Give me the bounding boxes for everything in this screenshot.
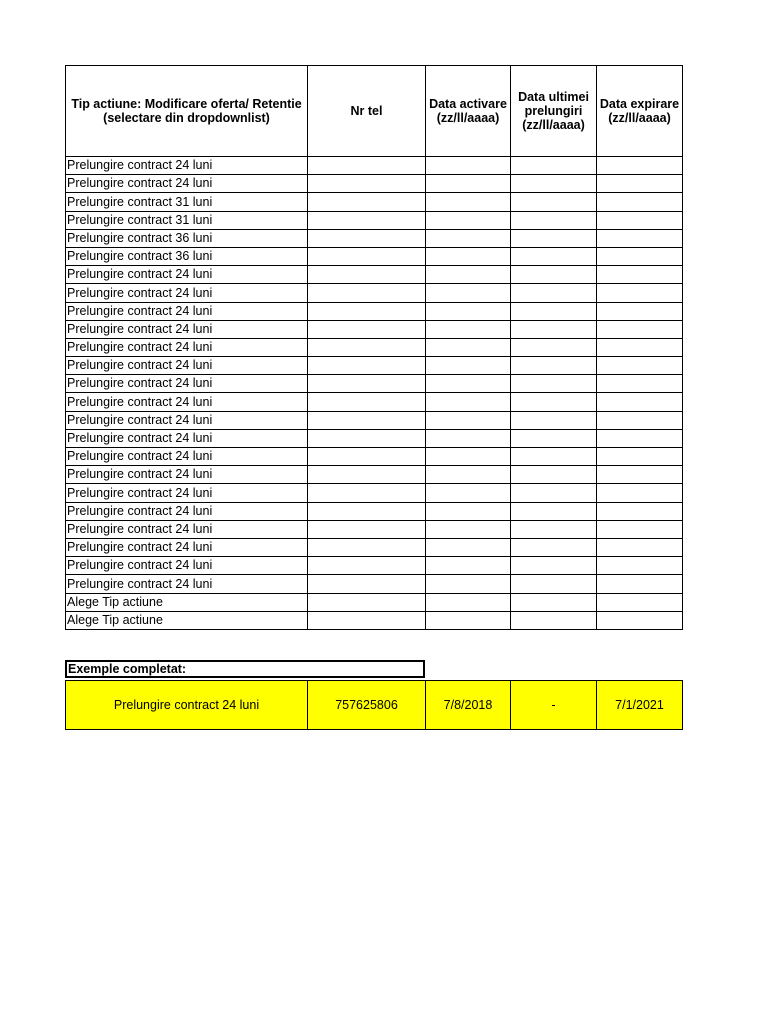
cell-data-ultimei-prelungiri[interactable]: [511, 157, 597, 175]
cell-tip-actiune[interactable]: Prelungire contract 24 luni: [66, 375, 308, 393]
cell-data-ultimei-prelungiri[interactable]: [511, 429, 597, 447]
table-row: [66, 302, 683, 320]
cell-nr-tel[interactable]: [308, 229, 426, 247]
cell-tip-actiune[interactable]: Prelungire contract 24 luni: [66, 338, 308, 356]
cell-data-ultimei-prelungiri[interactable]: [511, 448, 597, 466]
cell-nr-tel[interactable]: [308, 266, 426, 284]
table-row: [66, 211, 683, 229]
header-data-activare[interactable]: Data activare (zz/ll/aaaa): [426, 66, 511, 157]
cell-data-ultimei-prelungiri[interactable]: [511, 266, 597, 284]
table-row: [66, 320, 683, 338]
cell-data-expirare[interactable]: [597, 520, 683, 538]
table-row: [66, 593, 683, 611]
cell-data-activare[interactable]: [426, 393, 511, 411]
cell-tip-actiune[interactable]: Prelungire contract 24 luni: [66, 266, 308, 284]
table-row: [66, 575, 683, 593]
table-body: [66, 157, 683, 630]
table-row: [66, 157, 683, 175]
cell-data-activare[interactable]: [426, 502, 511, 520]
cell-data-ultimei-prelungiri[interactable]: [511, 575, 597, 593]
cell-nr-tel[interactable]: [308, 520, 426, 538]
cell-data-ultimei-prelungiri[interactable]: [511, 284, 597, 302]
table-row: [66, 429, 683, 447]
table-row: [66, 357, 683, 375]
cell-data-expirare[interactable]: [597, 393, 683, 411]
cell-data-expirare[interactable]: [597, 266, 683, 284]
cell-data-expirare[interactable]: [597, 193, 683, 211]
spacer: [65, 630, 682, 660]
example-data-ultimei-prelungiri[interactable]: -: [511, 680, 597, 729]
cell-data-ultimei-prelungiri[interactable]: [511, 357, 597, 375]
cell-tip-actiune[interactable]: Prelungire contract 24 luni: [66, 466, 308, 484]
cell-data-ultimei-prelungiri[interactable]: [511, 302, 597, 320]
cell-tip-actiune[interactable]: Prelungire contract 24 luni: [66, 357, 308, 375]
cell-tip-actiune[interactable]: Prelungire contract 24 luni: [66, 575, 308, 593]
cell-nr-tel[interactable]: [308, 593, 426, 611]
table-row: [66, 502, 683, 520]
cell-data-expirare[interactable]: [597, 593, 683, 611]
cell-data-activare[interactable]: [426, 611, 511, 629]
cell-data-expirare[interactable]: [597, 320, 683, 338]
cell-tip-actiune[interactable]: Prelungire contract 24 luni: [66, 411, 308, 429]
cell-data-expirare[interactable]: [597, 502, 683, 520]
cell-data-ultimei-prelungiri[interactable]: [511, 593, 597, 611]
cell-nr-tel[interactable]: [308, 466, 426, 484]
cell-data-activare[interactable]: [426, 466, 511, 484]
cell-tip-actiune[interactable]: Prelungire contract 24 luni: [66, 429, 308, 447]
cell-data-expirare[interactable]: [597, 229, 683, 247]
cell-data-activare[interactable]: [426, 229, 511, 247]
cell-data-ultimei-prelungiri[interactable]: [511, 502, 597, 520]
cell-data-activare[interactable]: [426, 357, 511, 375]
cell-data-expirare[interactable]: [597, 284, 683, 302]
example-label[interactable]: Exemple completat:: [65, 660, 425, 678]
cell-data-ultimei-prelungiri[interactable]: [511, 229, 597, 247]
cell-tip-actiune[interactable]: Prelungire contract 24 luni: [66, 320, 308, 338]
cell-nr-tel[interactable]: [308, 320, 426, 338]
cell-tip-actiune[interactable]: Prelungire contract 24 luni: [66, 538, 308, 556]
data-table: [65, 65, 683, 630]
cell-data-activare[interactable]: [426, 448, 511, 466]
cell-data-activare[interactable]: [426, 484, 511, 502]
cell-data-expirare[interactable]: [597, 302, 683, 320]
cell-nr-tel[interactable]: [308, 538, 426, 556]
table-row: [66, 266, 683, 284]
cell-data-activare[interactable]: [426, 557, 511, 575]
example-nr-tel[interactable]: 757625806: [308, 680, 426, 729]
cell-data-activare[interactable]: [426, 211, 511, 229]
example-table: [65, 680, 683, 730]
table-row: [66, 193, 683, 211]
example-row: [66, 680, 683, 729]
header-tip-actiune[interactable]: Tip actiune: Modificare oferta/ Retentie (selectare din dropdownlist): [66, 66, 308, 157]
cell-nr-tel[interactable]: [308, 193, 426, 211]
cell-data-expirare[interactable]: [597, 247, 683, 265]
cell-nr-tel[interactable]: [308, 284, 426, 302]
cell-data-expirare[interactable]: [597, 375, 683, 393]
cell-data-activare[interactable]: [426, 320, 511, 338]
cell-nr-tel[interactable]: [308, 411, 426, 429]
header-data-ultimei-prelungiri[interactable]: Data ultimei prelungiri (zz/ll/aaaa): [511, 66, 597, 157]
cell-data-activare[interactable]: [426, 575, 511, 593]
cell-data-expirare[interactable]: [597, 575, 683, 593]
cell-tip-actiune[interactable]: Prelungire contract 31 luni: [66, 193, 308, 211]
cell-data-expirare[interactable]: [597, 448, 683, 466]
table-row: [66, 466, 683, 484]
cell-data-activare[interactable]: [426, 375, 511, 393]
table-row: [66, 375, 683, 393]
table-row: [66, 393, 683, 411]
cell-data-expirare[interactable]: [597, 466, 683, 484]
table-row: [66, 611, 683, 629]
cell-data-expirare[interactable]: [597, 411, 683, 429]
header-row: [66, 66, 683, 157]
table-row: [66, 484, 683, 502]
cell-nr-tel[interactable]: [308, 247, 426, 265]
table-row: [66, 448, 683, 466]
table-row: [66, 247, 683, 265]
spreadsheet-sheet: [65, 65, 682, 730]
cell-data-ultimei-prelungiri[interactable]: [511, 538, 597, 556]
cell-data-expirare[interactable]: [597, 338, 683, 356]
table-row: [66, 229, 683, 247]
example-data-expirare[interactable]: 7/1/2021: [597, 680, 683, 729]
table-row: [66, 538, 683, 556]
table-row: [66, 338, 683, 356]
cell-data-ultimei-prelungiri[interactable]: [511, 557, 597, 575]
cell-tip-actiune[interactable]: Alege Tip actiune: [66, 611, 308, 629]
cell-tip-actiune[interactable]: Prelungire contract 24 luni: [66, 502, 308, 520]
cell-tip-actiune[interactable]: Alege Tip actiune: [66, 593, 308, 611]
cell-data-activare[interactable]: [426, 266, 511, 284]
cell-data-ultimei-prelungiri[interactable]: [511, 375, 597, 393]
cell-nr-tel[interactable]: [308, 429, 426, 447]
cell-data-activare[interactable]: [426, 538, 511, 556]
cell-data-expirare[interactable]: [597, 175, 683, 193]
cell-nr-tel[interactable]: [308, 484, 426, 502]
table-row: [66, 557, 683, 575]
cell-data-ultimei-prelungiri[interactable]: [511, 466, 597, 484]
cell-data-ultimei-prelungiri[interactable]: [511, 320, 597, 338]
cell-tip-actiune[interactable]: Prelungire contract 24 luni: [66, 175, 308, 193]
cell-nr-tel[interactable]: [308, 575, 426, 593]
cell-data-ultimei-prelungiri[interactable]: [511, 175, 597, 193]
cell-nr-tel[interactable]: [308, 375, 426, 393]
example-tip-actiune[interactable]: Prelungire contract 24 luni: [66, 680, 308, 729]
cell-nr-tel[interactable]: [308, 557, 426, 575]
cell-nr-tel[interactable]: [308, 448, 426, 466]
cell-data-expirare[interactable]: [597, 211, 683, 229]
cell-tip-actiune[interactable]: Prelungire contract 24 luni: [66, 557, 308, 575]
cell-tip-actiune[interactable]: Prelungire contract 24 luni: [66, 484, 308, 502]
cell-data-ultimei-prelungiri[interactable]: [511, 484, 597, 502]
cell-data-activare[interactable]: [426, 338, 511, 356]
cell-data-ultimei-prelungiri[interactable]: [511, 211, 597, 229]
cell-nr-tel[interactable]: [308, 357, 426, 375]
cell-tip-actiune[interactable]: Prelungire contract 24 luni: [66, 448, 308, 466]
cell-nr-tel[interactable]: [308, 302, 426, 320]
cell-data-activare[interactable]: [426, 302, 511, 320]
cell-data-ultimei-prelungiri[interactable]: [511, 393, 597, 411]
cell-data-activare[interactable]: [426, 520, 511, 538]
cell-nr-tel[interactable]: [308, 157, 426, 175]
cell-data-activare[interactable]: [426, 429, 511, 447]
cell-tip-actiune[interactable]: Prelungire contract 24 luni: [66, 520, 308, 538]
cell-data-expirare[interactable]: [597, 484, 683, 502]
cell-tip-actiune[interactable]: Prelungire contract 36 luni: [66, 229, 308, 247]
header-data-expirare[interactable]: Data expirare (zz/ll/aaaa): [597, 66, 683, 157]
cell-data-ultimei-prelungiri[interactable]: [511, 611, 597, 629]
cell-nr-tel[interactable]: [308, 611, 426, 629]
cell-data-ultimei-prelungiri[interactable]: [511, 193, 597, 211]
cell-nr-tel[interactable]: [308, 502, 426, 520]
cell-tip-actiune[interactable]: Prelungire contract 31 luni: [66, 211, 308, 229]
cell-nr-tel[interactable]: [308, 338, 426, 356]
cell-data-activare[interactable]: [426, 175, 511, 193]
cell-data-activare[interactable]: [426, 157, 511, 175]
cell-tip-actiune[interactable]: Prelungire contract 24 luni: [66, 284, 308, 302]
cell-data-activare[interactable]: [426, 193, 511, 211]
cell-tip-actiune[interactable]: Prelungire contract 24 luni: [66, 302, 308, 320]
cell-data-expirare[interactable]: [597, 557, 683, 575]
table-row: [66, 175, 683, 193]
header-nr-tel[interactable]: Nr tel: [308, 66, 426, 157]
cell-data-expirare[interactable]: [597, 357, 683, 375]
table-row: [66, 411, 683, 429]
cell-data-ultimei-prelungiri[interactable]: [511, 338, 597, 356]
cell-tip-actiune[interactable]: Prelungire contract 24 luni: [66, 157, 308, 175]
cell-nr-tel[interactable]: [308, 211, 426, 229]
cell-data-ultimei-prelungiri[interactable]: [511, 411, 597, 429]
cell-data-activare[interactable]: [426, 411, 511, 429]
cell-data-expirare[interactable]: [597, 538, 683, 556]
example-data-activare[interactable]: 7/8/2018: [426, 680, 511, 729]
cell-data-activare[interactable]: [426, 284, 511, 302]
cell-data-activare[interactable]: [426, 247, 511, 265]
cell-data-activare[interactable]: [426, 593, 511, 611]
cell-data-expirare[interactable]: [597, 157, 683, 175]
table-row: [66, 520, 683, 538]
cell-data-ultimei-prelungiri[interactable]: [511, 520, 597, 538]
cell-nr-tel[interactable]: [308, 175, 426, 193]
cell-tip-actiune[interactable]: Prelungire contract 36 luni: [66, 247, 308, 265]
cell-tip-actiune[interactable]: Prelungire contract 24 luni: [66, 393, 308, 411]
table-row: [66, 284, 683, 302]
cell-data-expirare[interactable]: [597, 611, 683, 629]
cell-data-expirare[interactable]: [597, 429, 683, 447]
cell-data-ultimei-prelungiri[interactable]: [511, 247, 597, 265]
cell-nr-tel[interactable]: [308, 393, 426, 411]
